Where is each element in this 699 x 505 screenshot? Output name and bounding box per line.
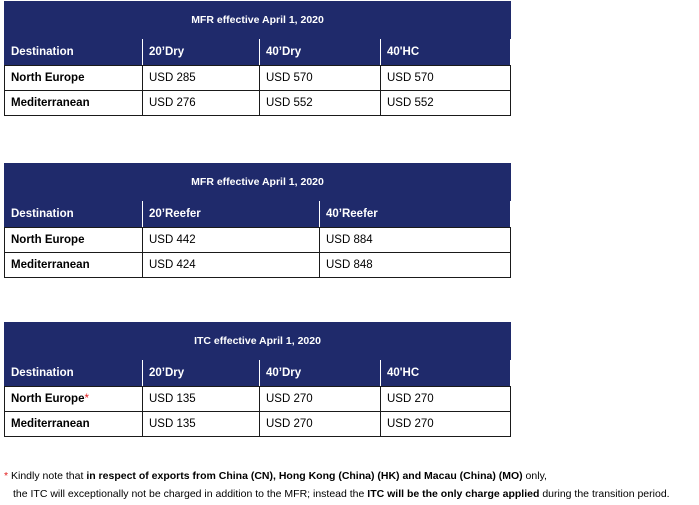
rate-cell: USD 552: [260, 91, 381, 116]
table-row: [5, 412, 511, 437]
table-title-row: [5, 323, 511, 360]
footnote-emphasis: ITC will be the only charge applied: [367, 488, 540, 500]
table-header-row: [5, 39, 511, 66]
footnote-text: only,: [522, 470, 547, 482]
col-header-20-reefer: 20’Reefer: [143, 201, 320, 228]
table-title: MFR effective April 1, 2020: [5, 164, 511, 201]
col-header-destination: Destination: [5, 39, 143, 66]
footnote-text: Kindly note that: [8, 470, 87, 482]
table-title: ITC effective April 1, 2020: [5, 323, 511, 360]
rate-cell: USD 442: [143, 228, 320, 253]
col-header-20-dry: 20’Dry: [143, 360, 260, 387]
table-row: [5, 66, 511, 91]
destination-cell: Mediterranean: [5, 412, 143, 437]
rate-cell: USD 884: [320, 228, 511, 253]
table-row: [5, 91, 511, 116]
destination-label: North Europe: [11, 393, 85, 405]
rate-cell: USD 270: [260, 412, 381, 437]
rate-cell: USD 570: [381, 66, 511, 91]
rate-cell: USD 424: [143, 253, 320, 278]
col-header-20-dry: 20’Dry: [143, 39, 260, 66]
rate-cell: USD 552: [381, 91, 511, 116]
rate-cell: USD 848: [320, 253, 511, 278]
footnote-line-1: [4, 467, 696, 485]
destination-cell: North Europe: [5, 66, 143, 91]
col-header-40-reefer: 40’Reefer: [320, 201, 511, 228]
destination-cell: Mediterranean: [5, 253, 143, 278]
col-header-40-hc: 40'HC: [381, 360, 511, 387]
footnote-text: during the transition period.: [539, 488, 670, 500]
col-header-destination: Destination: [5, 201, 143, 228]
rate-cell: USD 285: [143, 66, 260, 91]
table-row: [5, 228, 511, 253]
rate-cell: USD 135: [143, 387, 260, 412]
table-row: [5, 253, 511, 278]
rate-cell: USD 135: [143, 412, 260, 437]
mfr-dry-table: [4, 1, 511, 116]
rate-cell: USD 270: [381, 412, 511, 437]
rate-cell: USD 270: [260, 387, 381, 412]
footnote-marker: *: [4, 470, 9, 482]
table-row: [5, 387, 511, 412]
table-header-row: [5, 360, 511, 387]
col-header-40-dry: 40’Dry: [260, 360, 381, 387]
destination-cell: Mediterranean: [5, 91, 143, 116]
col-header-destination: Destination: [5, 360, 143, 387]
rate-cell: USD 570: [260, 66, 381, 91]
destination-cell: North Europe: [5, 228, 143, 253]
footnote: [4, 467, 696, 503]
footnote-emphasis: in respect of exports from China (CN), Hong Kong (China) (HK) and Macau (China) (MO): [86, 470, 523, 482]
col-header-40-hc: 40'HC: [381, 39, 511, 66]
itc-dry-table: [4, 322, 511, 437]
table-title-row: [5, 164, 511, 201]
asterisk-marker: *: [84, 393, 89, 405]
table-header-row: [5, 201, 511, 228]
table-title-row: [5, 2, 511, 39]
mfr-reefer-table: [4, 163, 511, 278]
table-title: MFR effective April 1, 2020: [5, 2, 511, 39]
rate-cell: USD 270: [381, 387, 511, 412]
col-header-40-dry: 40’Dry: [260, 39, 381, 66]
footnote-line-2: [4, 485, 696, 503]
footnote-text: the ITC will exceptionally not be charged in addition to the MFR; instead the: [13, 488, 368, 500]
rate-cell: USD 276: [143, 91, 260, 116]
destination-cell: [5, 387, 143, 412]
